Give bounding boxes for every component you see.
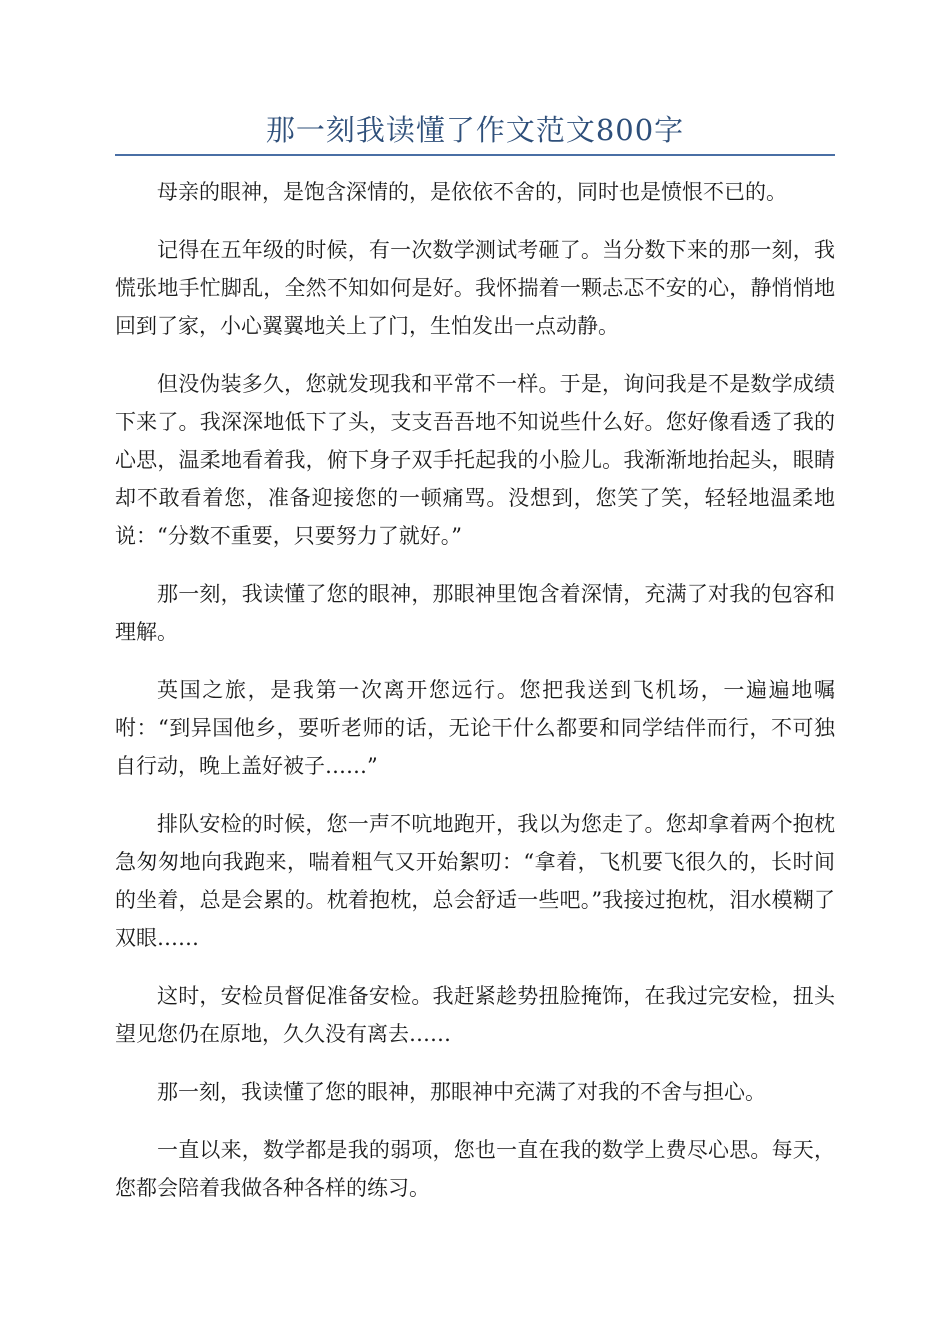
document-body — [115, 173, 835, 1227]
paragraph-5: 英国之旅，是我第一次离开您远行。您把我送到飞机场，一遍遍地嘱咐：“到异国他乡，要听老师的话，无论干什么都要和同学结伴而行，不可独自行动，晚上盖好被子……” — [115, 678, 835, 778]
paragraph-4: 那一刻，我读懂了您的眼神，那眼神里饱含着深情，充满了对我的包容和理解。 — [115, 582, 835, 644]
paragraph-7: 这时，安检员督促准备安检。我赶紧趁势扭脸掩饰，在我过完安检，扭头望见您仍在原地，久久没有离去…… — [115, 984, 835, 1046]
paragraph-2: 记得在五年级的时候，有一次数学测试考砸了。当分数下来的那一刻，我慌张地手忙脚乱，全然不知如何是好。我怀揣着一颗忐忑不安的心，静悄悄地回到了家，小心翼翼地关上了门，生怕发出一点动静。 — [115, 238, 835, 338]
title-underline — [115, 154, 835, 156]
paragraph-9: 一直以来，数学都是我的弱项，您也一直在我的数学上费尽心思。每天，您都会陪着我做各种各样的练习。 — [115, 1138, 835, 1200]
paragraph-6: 排队安检的时候，您一声不吭地跑开，我以为您走了。您却拿着两个抱枕急匆匆地向我跑来，喘着粗气又开始絮叨：“拿着，飞机要飞很久的，长时间的坐着，总是会累的。枕着抱枕，总会舒适一些吧。”我接过抱枕，泪水模糊了双眼…… — [115, 812, 835, 950]
paragraph-8: 那一刻，我读懂了您的眼神，那眼神中充满了对我的不舍与担心。 — [157, 1080, 766, 1104]
paragraph-3: 但没伪装多久，您就发现我和平常不一样。于是，询问我是不是数学成绩下来了。我深深地低下了头，支支吾吾地不知说些什么好。您好像看透了我的心思，温柔地看着我，俯下身子双手托起我的小脸儿。我渐渐地抬起头，眼睛却不敢看着您，准备迎接您的一顿痛骂。没想到，您笑了笑，轻轻地温柔地说：“分数不重要，只要努力了就好。” — [115, 372, 835, 548]
document-title: 那一刻我读懂了作文范文800字 — [265, 113, 685, 147]
paragraph-1: 母亲的眼神，是饱含深情的，是依依不舍的，同时也是愤恨不已的。 — [157, 180, 787, 204]
